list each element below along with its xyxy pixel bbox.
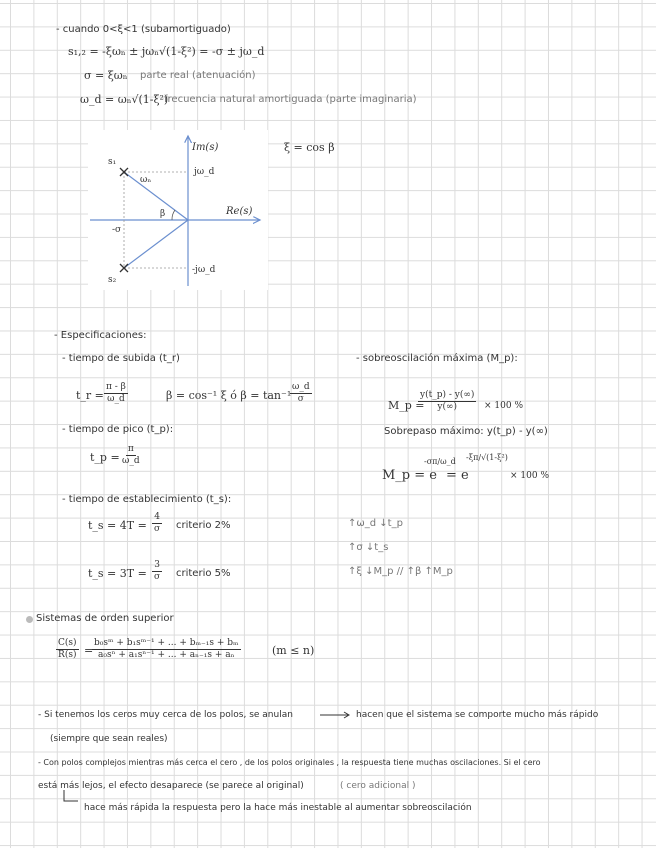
ts4-criterion: criterio 2% <box>176 520 231 531</box>
ts4-den: σ <box>154 524 161 534</box>
note-faster-response: hacen que el sistema se comporte mucho más rápido <box>356 710 599 720</box>
rise-time-den: ω_d <box>107 394 125 404</box>
neg-sigma-label: -σ <box>112 225 122 235</box>
mp-lhs: M_p = <box>388 399 425 412</box>
tf-equals: = <box>84 644 94 657</box>
neg-jwd-label: -jω_d <box>192 265 216 275</box>
higher-order-heading: Sistemas de orden superior <box>36 613 174 624</box>
mp-exp-mid: = e <box>446 468 469 483</box>
beta-fraction-num: ω_d <box>292 382 310 392</box>
relation-sigma-ts: ↑σ ↓t_s <box>348 542 389 553</box>
beta-fraction-den: σ <box>297 394 304 404</box>
underdamped-heading: - cuando 0<ξ<1 (subamortiguado) <box>56 24 231 35</box>
ts3-lhs: t_s = 3T = <box>88 567 147 580</box>
tf-lhs-den: R(s) <box>58 650 77 660</box>
specs-heading: - Especificaciones: <box>54 330 147 341</box>
wd-description: frecuencia natural amortiguada (parte imaginaria) <box>164 94 417 105</box>
xi-cos-beta: ξ = cos β <box>284 141 335 154</box>
max-overshoot-definition: Sobrepaso máximo: y(t_p) - y(∞) <box>384 426 548 437</box>
overshoot-title: - sobreoscilación máxima (M_p): <box>356 353 518 364</box>
settling-time-title: - tiempo de establecimiento (t_s): <box>62 494 232 505</box>
relation-xi-mp: ↑ξ ↓M_p // ↑β ↑M_p <box>348 566 453 577</box>
rise-time-fraction <box>104 382 128 405</box>
note-real-condition: (siempre que sean reales) <box>50 734 168 744</box>
note-far-zero: está más lejos, el efecto desaparece (se parece al original) <box>38 781 304 791</box>
mp-exp-percent: × 100 % <box>510 471 549 481</box>
peak-time-den: ω_d <box>122 456 140 466</box>
rise-time-num: π - β <box>106 382 126 392</box>
pole-vector-upper <box>124 172 188 220</box>
pole-s1-mark <box>120 168 128 176</box>
re-axis-label: Re(s) <box>226 206 253 217</box>
note-additional-zero: ( cero adicional ) <box>340 781 416 791</box>
ts3-criterion: criterio 5% <box>176 568 231 579</box>
mp-fraction <box>418 390 476 413</box>
wn-label: ωₙ <box>140 175 152 185</box>
order-condition: (m ≤ n) <box>272 644 315 657</box>
note-zeros-near-poles: - Si tenemos los ceros muy cerca de los polos, se anulan <box>38 710 293 720</box>
peak-time-title: - tiempo de pico (t_p): <box>62 424 174 435</box>
mp-num: y(t_p) - y(∞) <box>420 390 475 400</box>
mp-den: y(∞) <box>437 402 457 412</box>
peak-time-num: π <box>127 444 134 454</box>
mp-exp-xi: -ξπ/√(1-ξ²) <box>466 453 508 462</box>
ts4-num: 4 <box>154 512 160 522</box>
sigma-description: parte real (atenuación) <box>140 70 256 81</box>
tf-lhs-fraction <box>56 638 79 661</box>
ts3-den: σ <box>154 572 161 582</box>
beta-fraction <box>290 382 312 405</box>
beta-arc <box>172 210 175 220</box>
mp-exp-sigma: -σπ/ω_d <box>424 457 456 466</box>
jwd-label: jω_d <box>194 167 215 177</box>
arrow-icon <box>320 710 352 720</box>
s2-label: s₂ <box>108 275 117 285</box>
note-more-unstable: hace más rápida la respuesta pero la hace más inestable al aumentar sobreoscilación <box>84 803 472 813</box>
s1-label: s₁ <box>108 157 117 167</box>
rise-time-title: - tiempo de subida (t_r) <box>62 353 180 364</box>
rise-time-lhs: t_r = <box>76 389 104 402</box>
wd-equation: ω_d = ωₙ√(1-ξ²) <box>80 93 169 106</box>
tf-num: b₀sᵐ + b₁sᵐ⁻¹ + ... + bₘ₋₁s + bₘ <box>94 638 239 648</box>
note-complex-poles: - Con polos complejos mientras más cerca el cero , de los polos originales , la respuesta tiene muchas oscilaciones. Si el cero <box>38 758 541 767</box>
s-plane-diagram <box>88 130 268 290</box>
section-bullet <box>26 616 33 623</box>
peak-time-lhs: t_p = <box>90 451 120 464</box>
ts4-fraction <box>152 512 162 535</box>
mp-percent: × 100 % <box>484 401 523 411</box>
sigma-equation: σ = ξωₙ <box>84 69 128 82</box>
pole-vector-lower <box>124 220 188 268</box>
ts3-num: 3 <box>154 560 160 570</box>
mp-exp-lhs: M_p = e <box>382 468 437 483</box>
poles-equation: s₁,₂ = -ξωₙ ± jωₙ√(1-ξ²) = -σ ± jω_d <box>68 45 265 58</box>
corner-arrow-icon <box>62 790 80 806</box>
tf-rhs-fraction <box>92 638 241 661</box>
ts3-fraction <box>152 560 162 583</box>
ts4-lhs: t_s = 4T = <box>88 519 147 532</box>
relation-wd-tp: ↑ω_d ↓t_p <box>348 518 403 529</box>
beta-definition: β = cos⁻¹ ξ ó β = tan⁻¹ <box>166 389 292 402</box>
tf-den: a₀sⁿ + a₁sⁿ⁻¹ + ... + aₙ₋₁s + aₙ <box>98 650 235 660</box>
im-axis-label: Im(s) <box>192 142 219 153</box>
beta-label: β <box>160 209 166 219</box>
tf-lhs-num: C(s) <box>58 638 77 648</box>
peak-time-fraction <box>120 444 142 467</box>
